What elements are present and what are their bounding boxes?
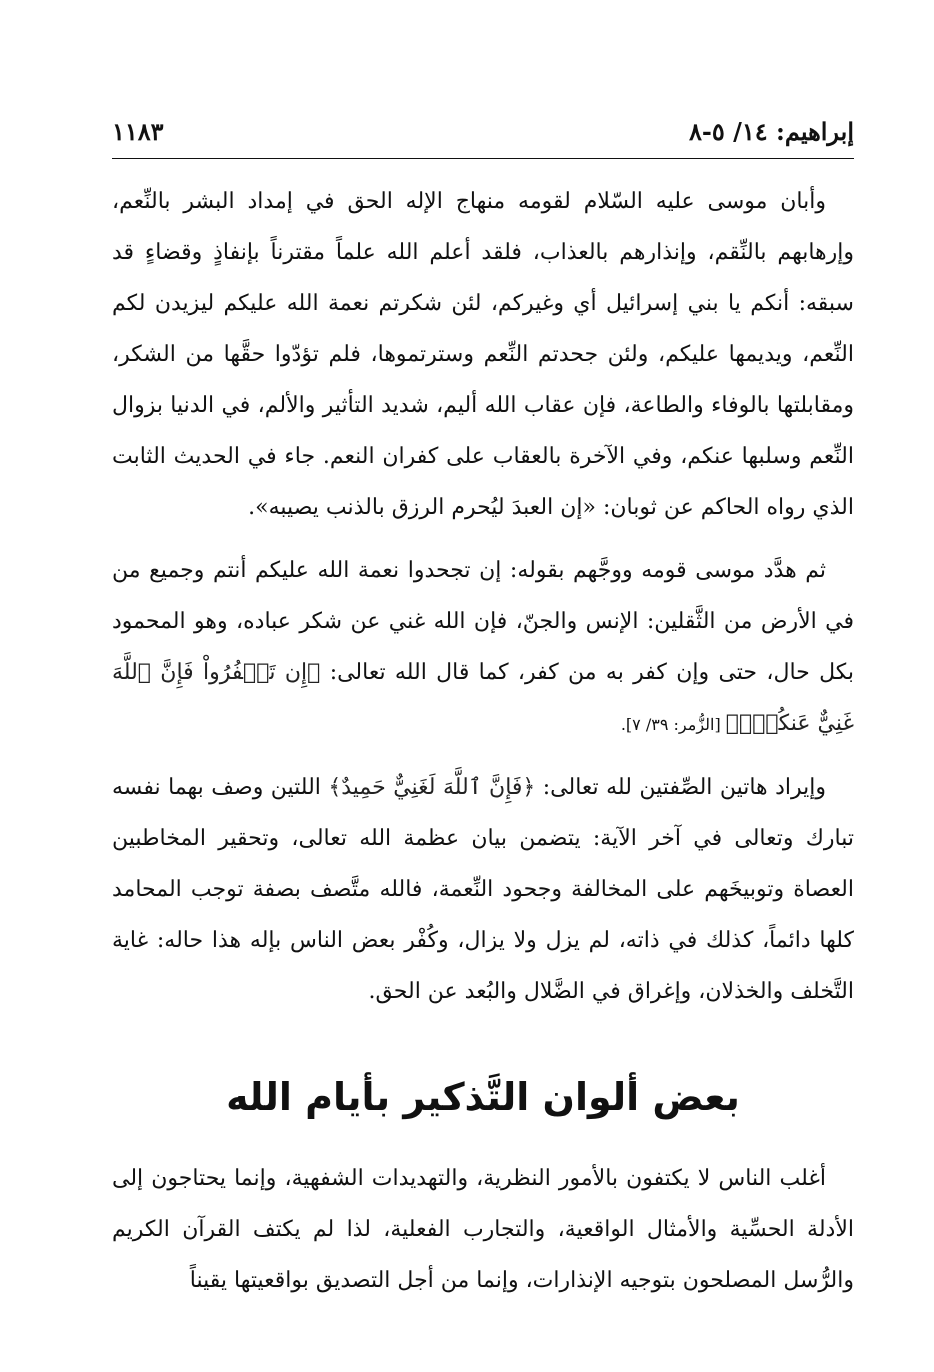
page-number: ١١٨٣ [112,117,164,146]
page-body [112,176,854,1306]
chapter-reference: إبراهيم: ١٤/ ٥-٨ [689,117,854,146]
paragraph-4: أغلب الناس لا يكتفون بالأمور النظرية، والتهديدات الشفهية، وإنما يحتاجون إلى الأدلة الحسِّية والأمثال الواقعية، والتجارب الفعلية، لذا لم يكتف القرآن الكريم والرُّسل المصلحون بتوجيه الإنذارات، وإنما من أجل التصديق بواقعيتها يقيناً [112,1166,854,1293]
paragraph-2-text: ثم هدَّد موسى قومه ووجَّهم بقوله: إن تجحدوا نعمة الله عليكم أنتم وجميع من في الأرض من الثَّقلين: الإنس والجنّ، فإن الله غني عن شكر عباده، وهو المحمود بكل حال، حتى وإن كفر به من كفر، كما قال الله تعالى: [112,558,855,685]
header-divider [112,158,854,159]
verse-reference-1: [الزُّمر: ٣٩/ ٧]. [620,715,726,734]
page-header [112,117,854,157]
paragraph-1: وأبان موسى عليه السّلام لقومه منهاج الإله الحق في إمداد البشر بالنِّعم، وإرهابهم بالنِّقم، وإنذارهم بالعذاب، فلقد أعلم الله علماً مقترناً بإنفاذٍ وقضاءٍ قد سبقه: أنكم يا بني إسرائيل أي وغيركم، لئن شكرتم نعمة الله عليكم ليزيدن لكم النِّعم، ويديمها عليكم، ولئن جحدتم النِّعم وسترتموها، فلم تؤدّوا حقَّها من الشكر، ومقابلتها بالوفاء والطاعة، فإن عقاب الله أليم، شديد التأثير والألم، في الدنيا بزوال النِّعم وسلبها عنكم، وفي الآخرة بالعقاب على كفران النعم. جاء في الحديث الثابت الذي رواه الحاكم عن ثوبان: «إن العبدَ ليُحرم الرزق بالذنب يصيبه». [112,189,854,520]
quran-verse-1: ﴿إِن تَكۡفُرُواْ فَإِنَّ ٱللَّهَ غَنِيٌّ عَنكُمۡۖ﴾ [112,660,854,736]
paragraph-3 [112,762,854,1017]
paragraph-3-text-before: وإيراد هاتين الصِّفتين لله تعالى: [535,775,826,800]
section-title: بعض ألوان التَّذكير بأيام الله [226,1075,740,1119]
paragraph-3-text-after: اللتين وصف بهما نفسه تبارك وتعالى في آخر الآية: يتضمن بيان عظمة الله تعالى، وتحقير المخاطبين العصاة وتوبيخَهم على المخالفة وجحود النِّعمة، فالله متَّصف بصفة توجب المحامد كلها دائماً، كذلك في ذاته، لم يزل ولا يزال، وكُفْر بعض الناس بإله هذا حاله: غاية التَّخلف والخذلان، وإغراق في الضَّلال والبُعد عن الحق. [112,775,854,1004]
paragraph-2 [112,545,854,750]
quran-verse-2: ﴿فَإِنَّ ٱللَّهَ لَغَنِيٌّ حَمِيدٌ﴾ [328,775,536,800]
